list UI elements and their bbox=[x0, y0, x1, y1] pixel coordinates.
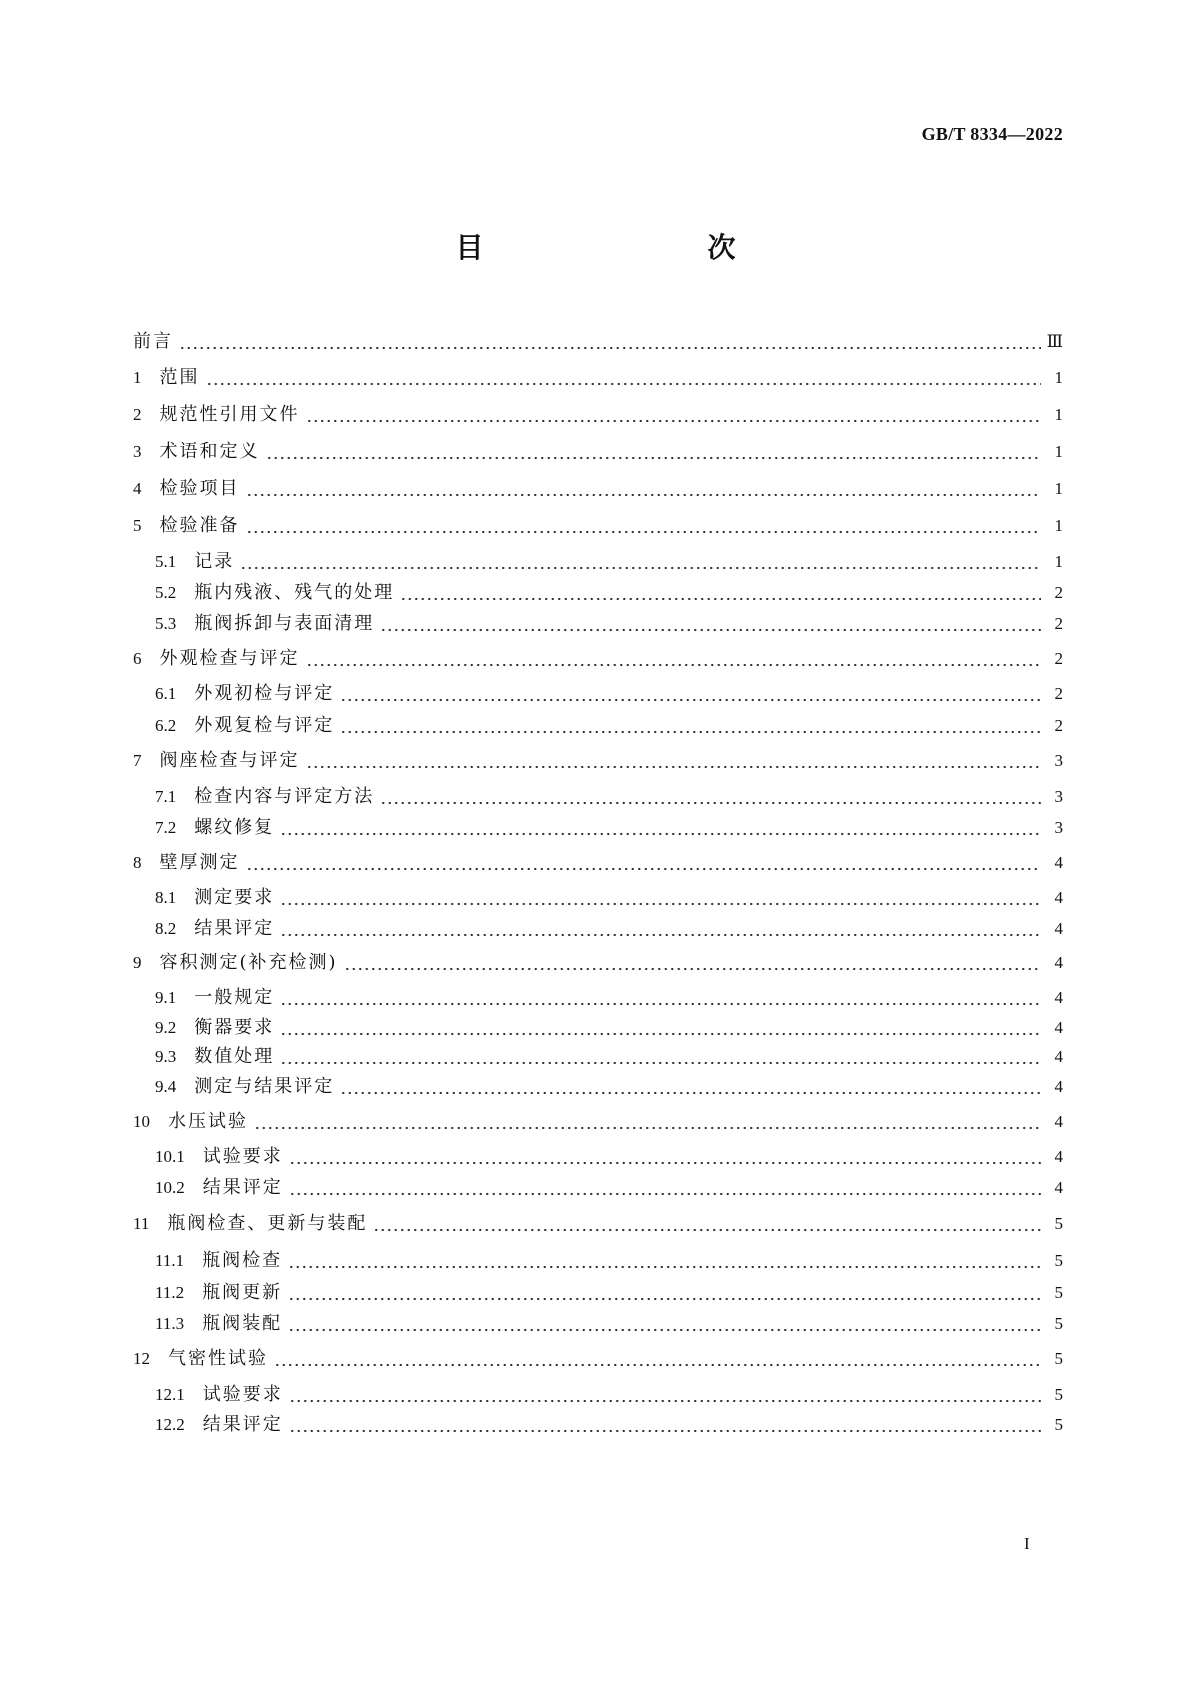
toc-entry-label: 容积测定(补充检测) bbox=[159, 952, 338, 973]
dot-leader bbox=[274, 1349, 1041, 1367]
toc-entry-label: 测定要求 bbox=[194, 887, 275, 908]
toc-entry-number: 10 bbox=[133, 1112, 150, 1131]
toc-entry-label: 规范性引用文件 bbox=[159, 404, 300, 425]
standard-code: GB/T 8334—2022 bbox=[921, 124, 1063, 144]
toc-entry[interactable] bbox=[133, 1045, 1063, 1069]
toc-entry[interactable] bbox=[133, 366, 1063, 390]
toc-entry-label: 螺纹修复 bbox=[194, 817, 275, 838]
toc-entry[interactable] bbox=[133, 581, 1063, 605]
toc-entry-label: 瓶阀更新 bbox=[202, 1282, 283, 1303]
dot-leader bbox=[280, 888, 1041, 906]
toc-entry-page: 4 bbox=[1054, 1077, 1063, 1096]
toc-entry-number: 5.1 bbox=[155, 552, 177, 571]
toc-entry-number: 9.1 bbox=[155, 988, 177, 1007]
toc-entry-number: 10.1 bbox=[155, 1147, 185, 1166]
toc-entry-page: Ⅲ bbox=[1046, 332, 1063, 351]
dot-leader bbox=[344, 953, 1041, 971]
dot-leader bbox=[289, 1415, 1041, 1433]
toc-entry-label: 检验准备 bbox=[159, 515, 240, 536]
toc-entry-page: 1 bbox=[1054, 516, 1063, 535]
toc-entry-page: 1 bbox=[1054, 479, 1063, 498]
toc-entry-label: 前言 bbox=[133, 331, 173, 352]
dot-leader bbox=[400, 583, 1041, 601]
toc-entry-page: 5 bbox=[1054, 1385, 1063, 1404]
toc-entry-page: 3 bbox=[1054, 751, 1063, 770]
toc-entry-label: 水压试验 bbox=[168, 1111, 248, 1132]
toc-entry-label: 术语和定义 bbox=[159, 441, 260, 462]
toc-entry-number: 5.3 bbox=[155, 614, 177, 633]
toc-entry-label: 试验要求 bbox=[202, 1146, 283, 1167]
toc-entry-page: 3 bbox=[1054, 787, 1063, 806]
toc-entry-page: 5 bbox=[1054, 1349, 1063, 1368]
toc-entry-number: 5.2 bbox=[155, 583, 177, 602]
toc-entry-number: 7.2 bbox=[155, 818, 177, 837]
toc-entry-number: 12.2 bbox=[155, 1415, 185, 1434]
toc-entry[interactable] bbox=[133, 1249, 1063, 1273]
toc-entry-number: 3 bbox=[133, 442, 142, 461]
toc-entry-page: 5 bbox=[1054, 1314, 1063, 1333]
toc-entry-page: 2 bbox=[1054, 614, 1063, 633]
dot-leader bbox=[340, 1077, 1041, 1095]
toc-entry-page: 5 bbox=[1054, 1251, 1063, 1270]
toc-entry-label: 阀座检查与评定 bbox=[159, 750, 300, 771]
toc-entry-page: 4 bbox=[1054, 853, 1063, 872]
toc-entry-number: 11.1 bbox=[155, 1251, 185, 1270]
toc-entry-number: 7 bbox=[133, 751, 142, 770]
toc-entry[interactable] bbox=[133, 951, 1063, 975]
toc-entry[interactable] bbox=[133, 886, 1063, 910]
page-title: 目 次 bbox=[455, 231, 792, 264]
toc-entry-number: 10.2 bbox=[155, 1178, 185, 1197]
toc-entry-label: 外观检查与评定 bbox=[159, 648, 300, 669]
toc-entry[interactable] bbox=[133, 749, 1063, 773]
dot-leader bbox=[240, 552, 1041, 570]
toc-entry-label: 试验要求 bbox=[202, 1384, 283, 1405]
toc-entry[interactable] bbox=[133, 440, 1063, 464]
toc-entry-page: 1 bbox=[1054, 442, 1063, 461]
toc-entry-number: 6 bbox=[133, 649, 142, 668]
toc-entry-page: 1 bbox=[1054, 552, 1063, 571]
toc-entry[interactable] bbox=[133, 682, 1063, 706]
toc-entry-label: 外观初检与评定 bbox=[194, 683, 335, 704]
dot-leader bbox=[246, 479, 1042, 497]
toc-entry-number: 9.4 bbox=[155, 1077, 177, 1096]
toc-entry-label: 结果评定 bbox=[194, 918, 275, 939]
page-number: I bbox=[1024, 1534, 1030, 1553]
dot-leader bbox=[280, 919, 1041, 937]
toc-entry-label: 检查内容与评定方法 bbox=[194, 786, 375, 807]
toc-entry[interactable] bbox=[133, 1347, 1063, 1371]
toc-entry-page: 1 bbox=[1054, 368, 1063, 387]
toc-entry[interactable] bbox=[133, 917, 1063, 941]
toc-entry-number: 12 bbox=[133, 1349, 150, 1368]
toc-entry[interactable] bbox=[133, 1212, 1063, 1236]
toc-entry-number: 7.1 bbox=[155, 787, 177, 806]
toc-entry-number: 11 bbox=[133, 1214, 150, 1233]
dot-leader bbox=[280, 818, 1041, 836]
toc-entry-number: 4 bbox=[133, 479, 142, 498]
toc-entry[interactable] bbox=[133, 1383, 1063, 1407]
dot-leader bbox=[246, 853, 1042, 871]
toc-entry-label: 瓶阀拆卸与表面清理 bbox=[194, 613, 375, 634]
toc-entry-page: 5 bbox=[1054, 1283, 1063, 1302]
toc-entry-label: 检验项目 bbox=[159, 478, 240, 499]
toc-entry-number: 9.2 bbox=[155, 1018, 177, 1037]
toc-entry-page: 4 bbox=[1054, 1018, 1063, 1037]
dot-leader bbox=[306, 751, 1042, 769]
toc-entry[interactable] bbox=[133, 403, 1063, 427]
dot-leader bbox=[254, 1112, 1041, 1130]
toc-entry-label: 范围 bbox=[159, 367, 200, 388]
toc-entry[interactable] bbox=[133, 986, 1063, 1010]
toc-entry[interactable] bbox=[133, 1145, 1063, 1169]
toc-entry[interactable] bbox=[133, 1075, 1063, 1099]
toc-entry-page: 4 bbox=[1054, 1147, 1063, 1166]
toc-entry-label: 测定与结果评定 bbox=[194, 1076, 335, 1097]
toc-entry-page: 2 bbox=[1054, 684, 1063, 703]
dot-leader bbox=[306, 405, 1042, 423]
toc-entry-label: 结果评定 bbox=[202, 1177, 283, 1198]
dot-leader bbox=[289, 1178, 1041, 1196]
toc-entry-page: 3 bbox=[1054, 818, 1063, 837]
toc-entry-page: 4 bbox=[1054, 953, 1063, 972]
toc-entry-label: 结果评定 bbox=[202, 1414, 283, 1435]
toc-entry-label: 瓶阀装配 bbox=[202, 1313, 283, 1334]
toc-entry-page: 4 bbox=[1054, 919, 1063, 938]
dot-leader bbox=[280, 988, 1041, 1006]
toc-entry-number: 11.2 bbox=[155, 1283, 185, 1302]
dot-leader bbox=[340, 716, 1041, 734]
toc-entry[interactable] bbox=[133, 330, 1063, 354]
toc-entry-number: 2 bbox=[133, 405, 142, 424]
toc-entry[interactable] bbox=[133, 1110, 1063, 1134]
toc-entry-page: 5 bbox=[1054, 1415, 1063, 1434]
toc-entry-number: 1 bbox=[133, 368, 142, 387]
toc-entry-label: 外观复检与评定 bbox=[194, 715, 335, 736]
toc-entry-label: 瓶内残液、残气的处理 bbox=[194, 582, 395, 603]
toc-entry[interactable] bbox=[133, 1281, 1063, 1305]
toc-entry-number: 6.2 bbox=[155, 716, 177, 735]
toc-entry[interactable] bbox=[133, 514, 1063, 538]
dot-leader bbox=[280, 1047, 1041, 1065]
toc-entry-page: 4 bbox=[1054, 1178, 1063, 1197]
dot-leader bbox=[380, 614, 1041, 632]
toc-entry-page: 4 bbox=[1054, 888, 1063, 907]
dot-leader bbox=[288, 1251, 1041, 1269]
dot-leader bbox=[179, 332, 1041, 350]
toc-entry[interactable] bbox=[133, 1176, 1063, 1200]
dot-leader bbox=[288, 1314, 1041, 1332]
toc-entry-label: 一般规定 bbox=[194, 987, 275, 1008]
toc-entry-label: 壁厚测定 bbox=[159, 852, 240, 873]
dot-leader bbox=[246, 516, 1042, 534]
toc-entry-label: 衡器要求 bbox=[194, 1017, 275, 1038]
toc-entry[interactable] bbox=[133, 477, 1063, 501]
toc-entry-number: 9.3 bbox=[155, 1047, 177, 1066]
toc-entry-label: 瓶阀检查 bbox=[202, 1250, 283, 1271]
toc-entry-page: 2 bbox=[1054, 649, 1063, 668]
dot-leader bbox=[206, 368, 1042, 386]
toc-entry-number: 12.1 bbox=[155, 1385, 185, 1404]
toc-entry[interactable] bbox=[133, 1413, 1063, 1437]
toc-entry-page: 1 bbox=[1054, 405, 1063, 424]
toc-entry[interactable] bbox=[133, 714, 1063, 738]
dot-leader bbox=[289, 1385, 1041, 1403]
toc-entry-label: 瓶阀检查、更新与装配 bbox=[167, 1213, 368, 1234]
toc-entry[interactable] bbox=[133, 1312, 1063, 1336]
toc-entry-page: 4 bbox=[1054, 988, 1063, 1007]
toc-entry[interactable] bbox=[133, 1016, 1063, 1040]
dot-leader bbox=[340, 684, 1041, 702]
toc-entry-page: 5 bbox=[1054, 1214, 1063, 1233]
toc-entry-number: 8 bbox=[133, 853, 142, 872]
toc-entry-label: 气密性试验 bbox=[168, 1348, 268, 1369]
toc-entry[interactable] bbox=[133, 785, 1063, 809]
toc-entry[interactable] bbox=[133, 816, 1063, 840]
toc-entry-label: 数值处理 bbox=[194, 1046, 275, 1067]
dot-leader bbox=[380, 787, 1041, 805]
dot-leader bbox=[373, 1214, 1041, 1232]
toc-entry-number: 8.1 bbox=[155, 888, 177, 907]
dot-leader bbox=[288, 1283, 1041, 1301]
toc-entry-number: 11.3 bbox=[155, 1314, 185, 1333]
toc-entry[interactable] bbox=[133, 612, 1063, 636]
dot-leader bbox=[289, 1147, 1041, 1165]
toc-entry-page: 2 bbox=[1054, 716, 1063, 735]
toc-entry[interactable] bbox=[133, 851, 1063, 875]
toc-entry-number: 6.1 bbox=[155, 684, 177, 703]
toc-entry-label: 记录 bbox=[194, 551, 235, 572]
toc-entry-page: 4 bbox=[1054, 1112, 1063, 1131]
toc-entry-page: 2 bbox=[1054, 583, 1063, 602]
toc-entry-page: 4 bbox=[1054, 1047, 1063, 1066]
toc-entry[interactable] bbox=[133, 647, 1063, 671]
toc-entry-number: 5 bbox=[133, 516, 142, 535]
toc-entry[interactable] bbox=[133, 550, 1063, 574]
dot-leader bbox=[266, 442, 1042, 460]
dot-leader bbox=[280, 1018, 1041, 1036]
toc-entry-number: 8.2 bbox=[155, 919, 177, 938]
toc-entry-number: 9 bbox=[133, 953, 142, 972]
dot-leader bbox=[306, 649, 1042, 667]
